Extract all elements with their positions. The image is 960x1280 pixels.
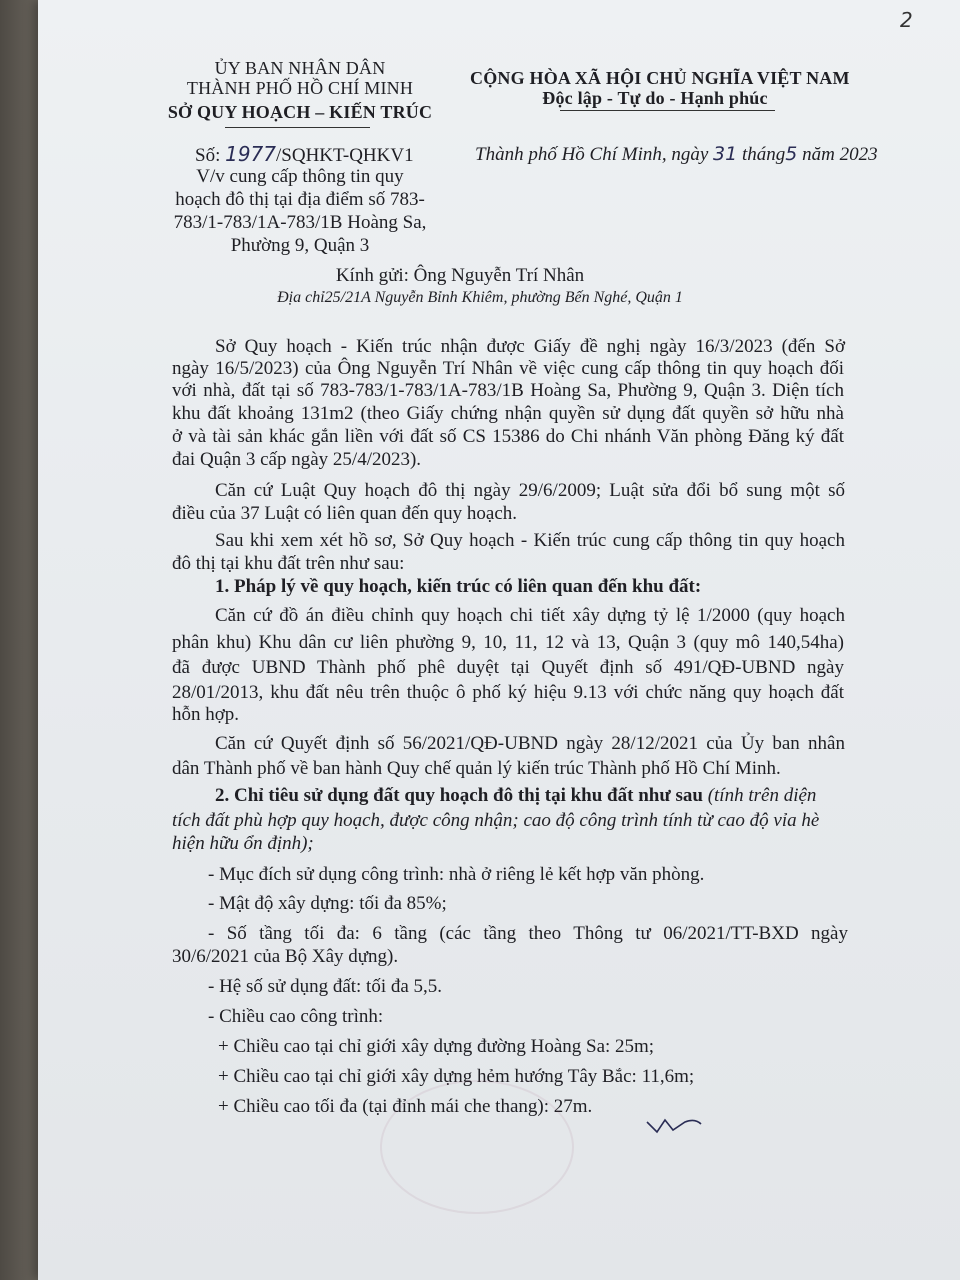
p1-line-3: với nhà, đất tại số 783-783/1-783/1A-783/1B Hoàng Sa, Phường 9, Quận 3. Diện tích: [172, 380, 844, 401]
subject-line-3: 783/1-783/1A-783/1B Hoàng Sa,: [173, 212, 427, 233]
date-day: 31: [713, 143, 738, 165]
subject-block: [160, 165, 440, 257]
section-2-heading: [215, 785, 816, 807]
p4-line-5: hỗn hợp.: [172, 704, 240, 725]
subject-line-1: V/v cung cấp thông tin quy: [196, 166, 404, 187]
p1-line-6: đai Quận 3 cấp ngày 25/4/2023).: [172, 449, 422, 470]
p3-line-2: đô thị tại khu đất trên như sau:: [172, 553, 405, 574]
section-1-title: 1. Pháp lý về quy hoạch, kiến trúc có liên quan đến khu đất:: [215, 576, 702, 597]
national-motto: Độc lập - Tự do - Hạnh phúc: [542, 88, 768, 108]
subject-line-4: Phường 9, Quận 3: [230, 235, 370, 256]
org-line-2: THÀNH PHỐ HỒ CHÍ MINH: [186, 78, 414, 98]
p4-line-4: 28/01/2013, khu đất nêu trên thuộc ô phố ký hiệu 9.13 với chức năng quy hoạch đất: [172, 682, 844, 703]
national-title: CỘNG HÒA XÃ HỘI CHỦ NGHĨA VIỆT NAM: [470, 68, 850, 88]
p3-line-1: Sau khi xem xét hồ sơ, Sở Quy hoạch - Kiến trúc cung cấp thông tin quy hoạch: [215, 530, 845, 551]
motto-underline: [560, 110, 775, 111]
section-2-note-3: hiện hữu ổn định);: [172, 833, 314, 854]
p1-line-2: ngày 16/5/2023) của Ông Nguyễn Trí Nhân về việc cung cấp thông tin quy hoạch đối: [172, 358, 844, 379]
recipient-address: Địa chỉ25/21A Nguyễn Bỉnh Khiêm, phường Bến Nghé, Quận 1: [277, 289, 683, 306]
date-mid: tháng: [737, 144, 786, 165]
doc-number-prefix: Số:: [195, 145, 226, 166]
subject-line-2: hoạch đô thị tại địa điểm số 783-: [175, 189, 425, 210]
date-month: 5: [785, 143, 798, 165]
date-line: [475, 142, 878, 167]
item-density: - Mật độ xây dựng: tối đa 85%;: [208, 893, 447, 914]
org-underline: [225, 127, 370, 128]
item-height-alley: + Chiều cao tại chỉ giới xây dựng hẻm hướng Tây Bắc: 11,6m;: [218, 1066, 695, 1087]
p1-line-1: Sở Quy hoạch - Kiến trúc nhận được Giấy đề nghị ngày 16/3/2023 (đến Sở: [215, 336, 845, 357]
section-2-title: 2. Chỉ tiêu sử dụng đất quy hoạch đô thị tại khu đất như sau: [215, 785, 703, 806]
section-2-note-2: tích đất phù hợp quy hoạch, được công nhận; cao độ công trình tính từ cao độ vỉa hè: [172, 810, 820, 831]
p2-line-1: Căn cứ Luật Quy hoạch đô thị ngày 29/6/2009; Luật sửa đổi bổ sung một số: [215, 480, 845, 501]
item-purpose: - Mục đích sử dụng công trình: nhà ở riêng lẻ kết hợp văn phòng.: [208, 864, 705, 885]
item-floors-cont: 30/6/2021 của Bộ Xây dựng).: [172, 946, 399, 967]
p4-line-3: đã được UBND Thành phố phê duyệt tại Quyết định số 491/QĐ-UBND ngày: [172, 657, 844, 678]
p4-line-1: Căn cứ đồ án điều chỉnh quy hoạch chi tiết xây dựng tỷ lệ 1/2000 (quy hoạch: [215, 605, 845, 626]
p4-line-2: phân khu) Khu dân cư liên phường 9, 10, 11, 12 và 13, Quận 3 (quy mô 140,54ha): [172, 632, 844, 653]
item-height-max: + Chiều cao tối đa (tại đỉnh mái che thang): 27m.: [218, 1096, 593, 1117]
org-line-1: ỦY BAN NHÂN DÂN: [214, 58, 386, 78]
recipient-greeting: Kính gửi: Ông Nguyễn Trí Nhân: [335, 265, 585, 286]
p1-line-4: khu đất khoảng 131m2 (theo Giấy chứng nhận quyền sử dụng đất quyền sở hữu nhà: [172, 403, 844, 424]
org-line-3: SỞ QUY HOẠCH – KIẾN TRÚC: [167, 102, 433, 122]
item-floors: - Số tầng tối đa: 6 tầng (các tầng theo Thông tư 06/2021/TT-BXD ngày: [208, 923, 848, 944]
faint-seal-mark: [380, 1080, 574, 1214]
item-land-use-ratio: - Hệ số sử dụng đất: tối đa 5,5.: [208, 976, 443, 997]
page-number: 2: [900, 8, 913, 32]
date-prefix: Thành phố Hồ Chí Minh, ngày: [475, 144, 714, 165]
doc-number-handwritten: 1977: [225, 142, 277, 166]
date-suffix: năm 2023: [797, 144, 878, 165]
item-height-heading: - Chiều cao công trình:: [208, 1006, 384, 1027]
initials-signature: [645, 1108, 705, 1138]
p1-line-5: ở và tài sản khác gắn liền với đất số CS 15386 do Chi nhánh Văn phòng Đăng ký đất: [172, 426, 844, 447]
p2-line-2: điều của 37 Luật có liên quan đến quy hoạch.: [172, 503, 518, 524]
section-2-note-1: (tính trên diện: [702, 785, 817, 806]
doc-number-suffix: /SQHKT-QHKV1: [276, 145, 414, 166]
p5-line-1: Căn cứ Quyết định số 56/2021/QĐ-UBND ngày 28/12/2021 của Ủy ban nhân: [215, 733, 845, 754]
item-height-hoang-sa: + Chiều cao tại chỉ giới xây dựng đường Hoàng Sa: 25m;: [218, 1036, 655, 1057]
p5-line-2: dân Thành phố về ban hành Quy chế quản lý kiến trúc Thành phố Hồ Chí Minh.: [172, 758, 781, 779]
